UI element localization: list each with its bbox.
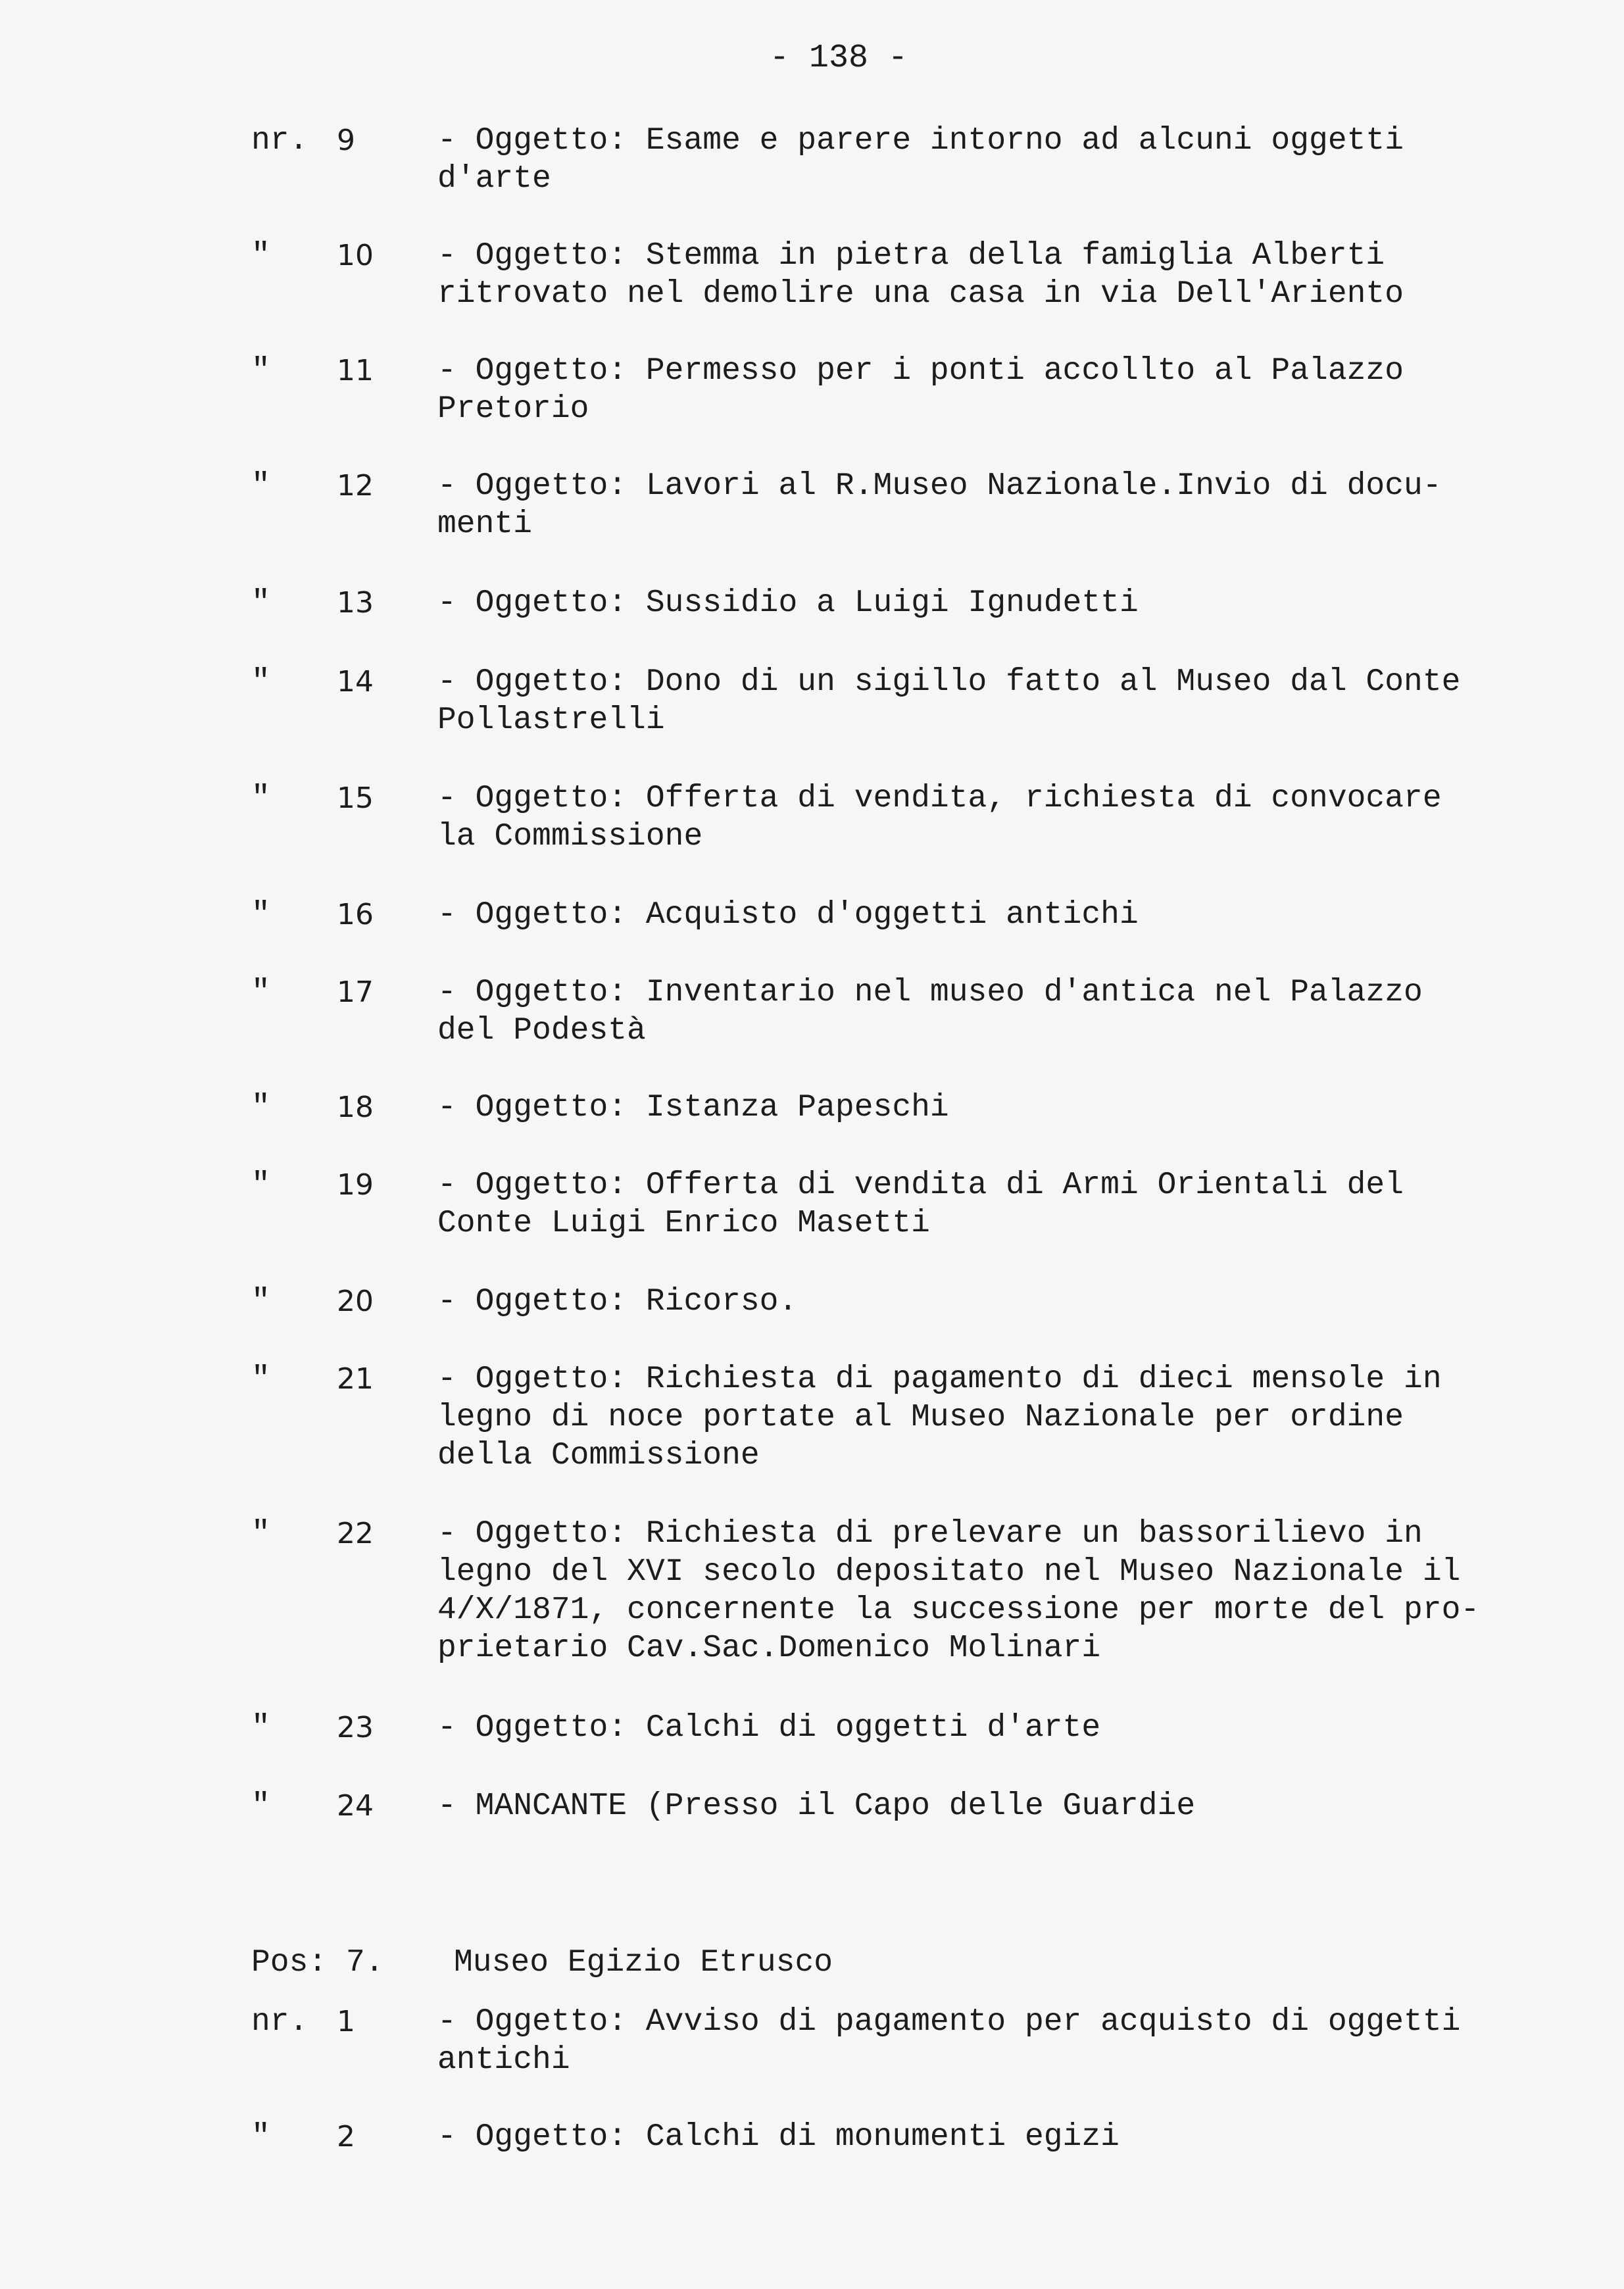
entry-prefix: " xyxy=(251,664,270,700)
section-title: Museo Egizio Etrusco xyxy=(454,1945,833,1981)
entry-prefix: " xyxy=(251,238,270,274)
entry-text: - Oggetto: Esame e parere intorno ad alcuni oggetti d'arte xyxy=(437,123,1404,197)
entry-number: 18 xyxy=(337,1091,374,1124)
section-position-label: Pos: 7. xyxy=(251,1945,384,1981)
entry-text: - Oggetto: Richiesta di prelevare un bassorilievo in legno del XVI secolo depositato nel Museo Nazionale il 4/X/1871, concernente la successione per morte del pro- prietario Cav.Sac.Domenico Molinari xyxy=(437,1516,1480,1666)
entry-text: - Oggetto: Inventario nel museo d'antica nel Palazzo del Podestà xyxy=(437,975,1423,1048)
entry-prefix: " xyxy=(251,1168,270,1203)
entry-prefix: " xyxy=(251,353,270,389)
entry-number: 19 xyxy=(337,1168,374,1202)
entry-text: - Oggetto: Stemma in pietra della famiglia Alberti ritrovato nel demolire una casa in via Dell'Ariento xyxy=(437,238,1404,312)
entry-number: 11 xyxy=(337,354,374,387)
entry-text: - Oggetto: Offerta di vendita, richiesta di convocare la Commissione xyxy=(437,781,1442,854)
entry-prefix: " xyxy=(251,975,270,1010)
entry-text: - Oggetto: Permesso per i ponti accollto al Palazzo Pretorio xyxy=(437,353,1404,427)
entry-text: - Oggetto: Lavori al R.Museo Nazionale.Invio di docu- menti xyxy=(437,468,1442,542)
entry-text: - Oggetto: Avviso di pagamento per acquisto di oggetti antichi xyxy=(437,2004,1461,2078)
entry-prefix: " xyxy=(251,1710,270,1746)
entry-prefix: nr. xyxy=(251,123,308,159)
entry-number: 24 xyxy=(337,1789,374,1823)
entry-text: - Oggetto: Offerta di vendita di Armi Orientali del Conte Luigi Enrico Masetti xyxy=(437,1168,1404,1241)
entry-prefix: " xyxy=(251,1284,270,1319)
entry-number: 12 xyxy=(337,469,374,503)
entry-prefix: " xyxy=(251,1090,270,1125)
entry-prefix: nr. xyxy=(251,2004,308,2040)
entry-prefix: " xyxy=(251,585,270,621)
entry-text: - MANCANTE (Presso il Capo delle Guardie xyxy=(437,1788,1196,1824)
entry-number: 16 xyxy=(337,898,374,931)
entry-number: 9 xyxy=(337,124,355,157)
entry-prefix: " xyxy=(251,1362,270,1397)
entry-text: - Oggetto: Ricorso. xyxy=(437,1284,798,1319)
entry-number: 13 xyxy=(337,586,374,620)
entry-number: 22 xyxy=(337,1517,374,1550)
entry-text: - Oggetto: Richiesta di pagamento di dieci mensole in legno di noce portate al Museo Nazionale per ordine della Commissione xyxy=(437,1362,1442,1473)
entry-prefix: " xyxy=(251,1788,270,1824)
entry-number: 20 xyxy=(337,1285,374,1318)
entry-text: - Oggetto: Calchi di monumenti egizi xyxy=(437,2119,1120,2155)
entry-number: 23 xyxy=(337,1711,374,1744)
entry-text: - Oggetto: Calchi di oggetti d'arte xyxy=(437,1710,1101,1746)
entry-prefix: " xyxy=(251,468,270,504)
entry-number: 2 xyxy=(337,2120,355,2154)
entry-number: 1 xyxy=(337,2005,355,2038)
entry-number: 15 xyxy=(337,781,374,815)
entry-number: 21 xyxy=(337,1362,374,1396)
entry-prefix: " xyxy=(251,781,270,816)
entry-prefix: " xyxy=(251,1516,270,1552)
entry-number: 17 xyxy=(337,975,374,1009)
entry-text: - Oggetto: Sussidio a Luigi Ignudetti xyxy=(437,585,1139,621)
entry-text: - Oggetto: Istanza Papeschi xyxy=(437,1090,949,1125)
entry-text: - Oggetto: Acquisto d'oggetti antichi xyxy=(437,897,1139,933)
page-number: - 138 - xyxy=(770,39,908,77)
entry-prefix: " xyxy=(251,2119,270,2155)
entry-number: 14 xyxy=(337,665,374,699)
entry-number: 10 xyxy=(337,239,374,272)
entry-prefix: " xyxy=(251,897,270,933)
entry-text: - Oggetto: Dono di un sigillo fatto al Museo dal Conte Pollastrelli xyxy=(437,664,1461,738)
